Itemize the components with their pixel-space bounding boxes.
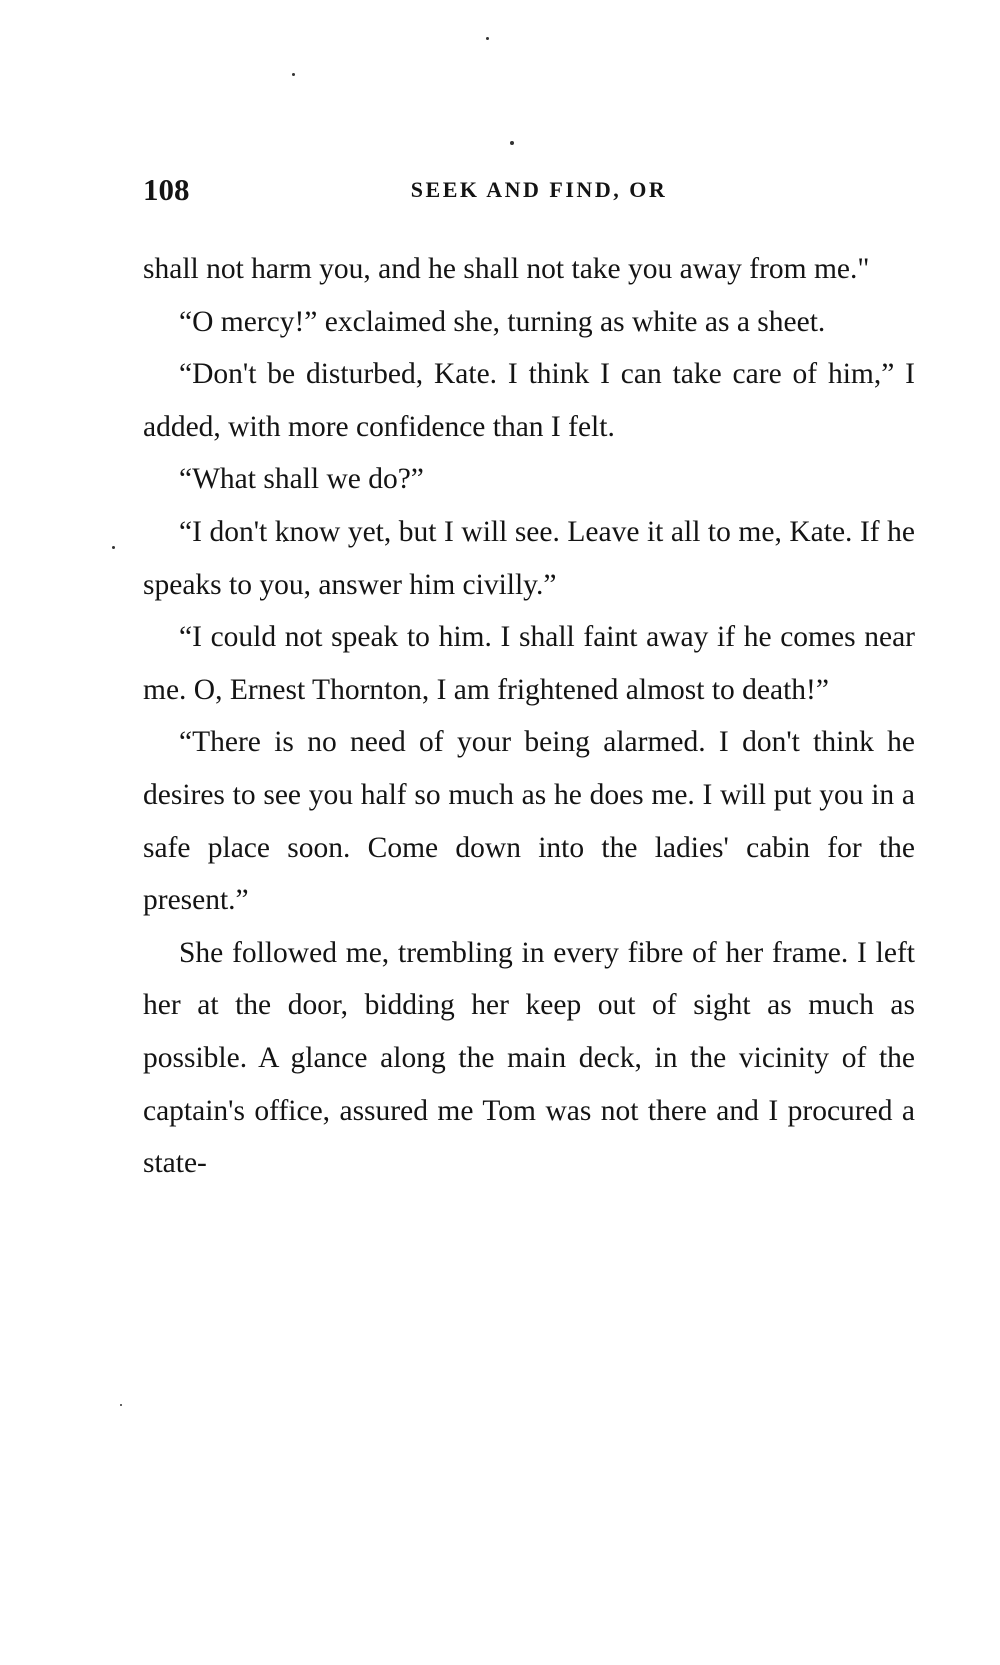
paragraph: “O mercy!” exclaimed she, turning as white as a sheet.	[179, 305, 826, 338]
body-text	[143, 243, 915, 1190]
paragraph: She followed me, trembling in every fibre of her frame. I left her at the door, bidding her keep out of sight as much as possible. A glance along the main deck, in the vicinity of the captain's office, assured me Tom was not there and I procured a state-	[143, 936, 915, 1180]
paragraph: “There is no need of your being alarmed. I don't think he desires to see you half so much as he does me. I will put you in a safe place soon. Come down into the ladies' cabin for the present.”	[143, 726, 915, 917]
paragraph: “Don't be disturbed, Kate. I think I can take care of him,” I added, with more confidence than I felt.	[143, 358, 915, 443]
running-title: SEEK AND FIND, OR	[410, 177, 668, 202]
page-number: 108	[143, 172, 190, 207]
print-speck	[120, 1404, 122, 1406]
print-speck	[486, 37, 489, 40]
running-head	[143, 172, 915, 212]
print-speck	[292, 73, 295, 76]
print-speck	[510, 141, 514, 145]
paragraph: “I don't know yet, but I will see. Leave it all to me, Kate. If he speaks to you, answer him civilly.”	[143, 515, 915, 601]
paragraph: “I could not speak to him. I shall faint away if he comes near me. O, Ernest Thornton, I am frightened almost to death!”	[143, 621, 915, 706]
paragraph: shall not harm you, and he shall not take you away from me."	[143, 253, 870, 285]
print-speck	[112, 546, 115, 549]
paragraph: “What shall we do?”	[179, 463, 424, 496]
